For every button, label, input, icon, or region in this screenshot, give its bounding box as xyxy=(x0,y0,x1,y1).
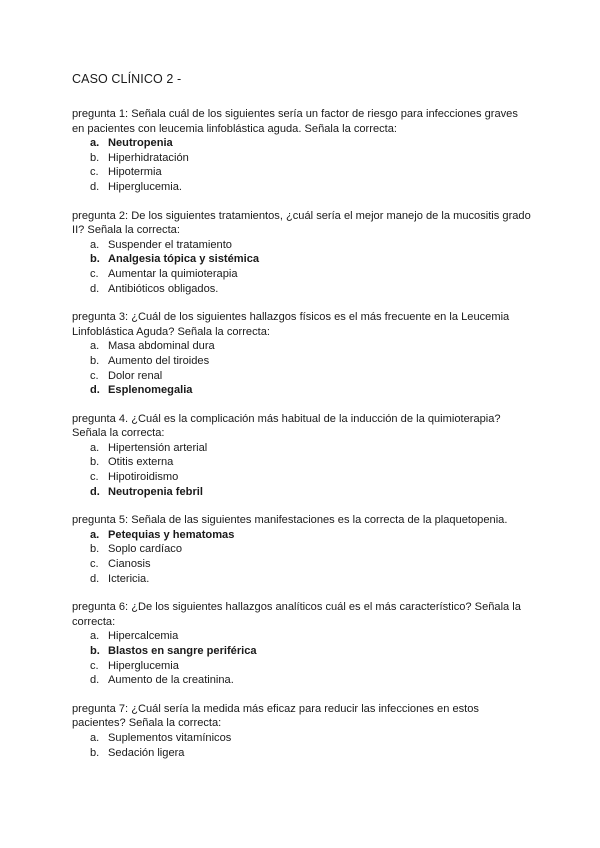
option-letter: a. xyxy=(90,441,100,454)
option-text: Neutropenia xyxy=(108,137,173,150)
option-text: Hipotermia xyxy=(108,166,162,179)
option-letter: d. xyxy=(90,180,100,193)
answer-options xyxy=(72,731,532,760)
answer-option xyxy=(72,441,532,456)
option-letter: c. xyxy=(90,369,99,382)
answer-option xyxy=(72,542,532,557)
question-4 xyxy=(72,412,532,500)
option-text: Blastos en sangre periférica xyxy=(108,645,257,657)
option-letter: b. xyxy=(90,746,100,759)
option-text: Analgesia tópica y sistémica xyxy=(108,253,260,266)
answer-option xyxy=(72,557,532,572)
answer-option xyxy=(72,470,532,485)
answer-option xyxy=(72,339,532,354)
answer-option-correct xyxy=(72,383,532,398)
document-title: CASO CLÍNICO 2 - xyxy=(72,72,182,86)
answer-option xyxy=(72,238,532,253)
answer-option xyxy=(72,369,532,384)
option-text: Neutropenia febril xyxy=(108,485,203,498)
answer-option xyxy=(72,267,532,282)
answer-option xyxy=(72,673,532,688)
answer-option xyxy=(72,629,532,644)
option-text: Sedación ligera xyxy=(108,746,185,759)
option-letter: d. xyxy=(90,572,100,585)
option-text: Hiperglucemia xyxy=(108,659,179,672)
answer-option-correct xyxy=(72,485,532,500)
option-text: Soplo cardíaco xyxy=(108,543,183,556)
option-letter: a. xyxy=(90,238,100,251)
option-text: Petequias y hematomas xyxy=(108,528,235,541)
answer-option xyxy=(72,659,532,674)
answer-options xyxy=(72,238,532,296)
answer-option xyxy=(72,165,532,180)
option-letter: c. xyxy=(90,558,99,571)
option-letter: a. xyxy=(90,731,100,744)
answer-options xyxy=(72,441,532,499)
option-letter: b. xyxy=(90,456,100,469)
option-letter: d. xyxy=(90,282,100,295)
option-letter: c. xyxy=(90,166,99,179)
question-7 xyxy=(72,702,532,760)
answer-option xyxy=(72,455,532,470)
question-1 xyxy=(72,107,532,195)
option-letter: a. xyxy=(90,137,100,150)
question-3 xyxy=(72,310,532,398)
option-letter: b. xyxy=(90,253,100,266)
question-text: pregunta 2: De los siguientes tratamientos, ¿cuál sería el mejor manejo de la mucositis grado II? Señala la correcta: xyxy=(72,209,531,237)
question-2 xyxy=(72,209,532,297)
option-text: Cianosis xyxy=(108,558,151,571)
option-text: Suspender el tratamiento xyxy=(108,238,232,251)
answer-option-correct xyxy=(72,252,532,267)
option-text: Hipertensión arterial xyxy=(108,441,208,454)
option-letter: a. xyxy=(90,528,100,541)
option-text: Hiperglucemia. xyxy=(108,180,182,193)
answer-option xyxy=(72,746,532,761)
option-letter: b. xyxy=(90,543,100,556)
option-text: Esplenomegalia xyxy=(108,384,193,397)
answer-options xyxy=(72,629,532,687)
option-text: Suplementos vitamínicos xyxy=(108,731,232,744)
option-letter: a. xyxy=(90,630,100,643)
option-letter: a. xyxy=(90,340,100,353)
question-5 xyxy=(72,513,532,586)
option-letter: c. xyxy=(90,267,99,280)
question-text: pregunta 6: ¿De los siguientes hallazgos analíticos cuál es el más característico? Señala la correcta: xyxy=(72,601,521,628)
answer-option-correct xyxy=(72,644,532,659)
answer-option-correct xyxy=(72,136,532,151)
answer-option xyxy=(72,572,532,587)
answer-options xyxy=(72,339,532,397)
option-letter: c. xyxy=(90,659,99,672)
answer-options xyxy=(72,136,532,194)
option-text: Hipercalcemia xyxy=(108,630,179,643)
option-text: Antibióticos obligados. xyxy=(108,282,219,295)
option-text: Hiperhidratación xyxy=(108,151,189,164)
answer-option xyxy=(72,282,532,297)
question-list xyxy=(72,107,532,760)
answer-option-correct xyxy=(72,528,532,543)
option-letter: b. xyxy=(90,645,100,657)
option-text: Aumento del tiroides xyxy=(108,354,210,367)
question-6 xyxy=(72,600,532,688)
option-letter: b. xyxy=(90,151,100,164)
option-text: Aumentar la quimioterapia xyxy=(108,267,238,280)
option-text: Otitis externa xyxy=(108,456,174,469)
option-letter: d. xyxy=(90,485,100,498)
option-text: Dolor renal xyxy=(108,369,163,382)
option-letter: c. xyxy=(90,471,99,484)
answer-options xyxy=(72,528,532,586)
answer-option xyxy=(72,151,532,166)
option-text: Ictericia. xyxy=(108,572,150,585)
question-text: pregunta 1: Señala cuál de los siguientes sería un factor de riesgo para infecciones graves en pacientes con leucemia linfoblástica aguda. Señala la correcta: xyxy=(72,108,518,135)
question-text: pregunta 4. ¿Cuál es la complicación más habitual de la inducción de la quimioterapia? Señala la correcta: xyxy=(72,412,501,440)
answer-option xyxy=(72,180,532,195)
question-text: pregunta 7: ¿Cuál sería la medida más eficaz para reducir las infecciones en estos pacientes? Señala la correcta: xyxy=(72,702,479,730)
question-text: pregunta 5: Señala de las siguientes manifestaciones es la correcta de la plaquetopenia. xyxy=(72,514,508,527)
answer-option xyxy=(72,731,532,746)
question-text: pregunta 3: ¿Cuál de los siguientes hallazgos físicos es el más frecuente en la Leucemia Linfoblástica Aguda? Señala la correcta: xyxy=(72,311,510,338)
option-letter: d. xyxy=(90,674,100,687)
answer-option xyxy=(72,354,532,369)
option-letter: b. xyxy=(90,354,100,367)
option-text: Hipotiroidismo xyxy=(108,471,179,484)
document-page xyxy=(72,72,532,774)
option-letter: d. xyxy=(90,384,100,397)
option-text: Aumento de la creatinina. xyxy=(108,674,234,687)
option-text: Masa abdominal dura xyxy=(108,340,215,353)
